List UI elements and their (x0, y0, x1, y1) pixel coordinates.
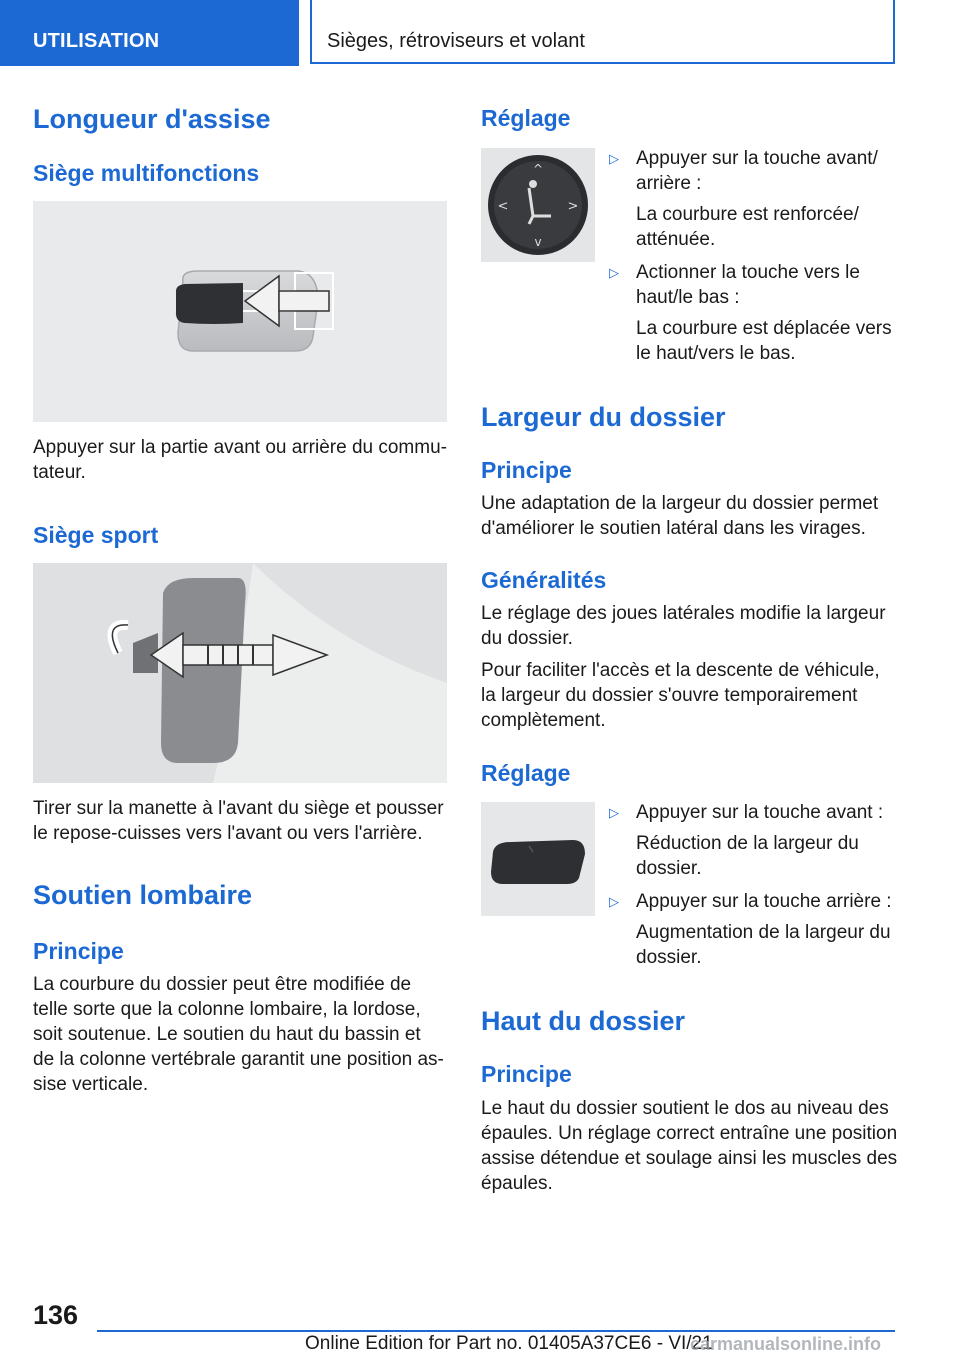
bullet-result: La courbure est déplacée vers (636, 318, 892, 339)
footer-edition: Online Edition for Part no. 01405A37CE6 - VI/21 (305, 1333, 713, 1354)
bullet-result: atténuée. (636, 229, 716, 250)
multifunction-seat-switch-image (33, 201, 447, 422)
generalites-text-line1: Le réglage des joues latérales modifie la largeur (481, 603, 886, 624)
heading-principe-haut: Principe (481, 1061, 572, 1087)
width-control-image (481, 802, 595, 916)
svg-text:<: < (497, 199, 509, 214)
heading-principe-lombaire: Principe (33, 938, 124, 964)
largeur-text-line2: d'améliorer le soutien latéral dans les virages. (481, 518, 866, 539)
bullet-lumbar-up-down (609, 260, 899, 370)
haut-text-line3: assise détendue et soulage ainsi les muscles des (481, 1148, 898, 1169)
triangle-bullet-icon: ▷ (609, 805, 619, 820)
bullet-lumbar-front-back (609, 146, 899, 256)
section-title: UTILISATION (33, 30, 160, 52)
bullet-result: dossier. (636, 947, 702, 968)
width-switch-illustration (481, 802, 595, 916)
multifunction-text-line2: tateur. (33, 462, 86, 483)
chapter-header (310, 0, 895, 64)
bullet-text: arrière : (636, 173, 702, 194)
triangle-bullet-icon: ▷ (609, 894, 619, 909)
heading-soutien-lombaire: Soutien lombaire (33, 880, 253, 910)
bullet-width-front (609, 800, 899, 885)
bullet-result: Réduction de la largeur du (636, 833, 859, 854)
largeur-text-line1: Une adaptation de la largeur du dossier permet (481, 493, 879, 514)
bullet-result: Augmentation de la largeur du (636, 922, 891, 943)
haut-text-line1: Le haut du dossier soutient le dos au niveau des (481, 1098, 889, 1119)
heading-reglage-largeur: Réglage (481, 760, 571, 786)
seat-switch-illustration (33, 201, 447, 422)
svg-text:^: ^ (532, 162, 544, 176)
bullet-text: Actionner la touche vers le (636, 262, 860, 283)
heading-longueur-assise: Longueur d'assise (33, 104, 271, 134)
heading-largeur-dossier: Largeur du dossier (481, 402, 726, 432)
generalites-text-line4: la largeur du dossier s'ouvre temporairement (481, 685, 858, 706)
bullet-result: le haut/vers le bas. (636, 343, 796, 364)
bullet-width-back (609, 889, 899, 974)
triangle-bullet-icon: ▷ (609, 265, 619, 280)
generalites-text-line5: complètement. (481, 710, 606, 731)
sport-seat-illustration (33, 563, 447, 783)
multifunction-text-line1: Appuyer sur la partie avant ou arrière du commu- (33, 437, 447, 458)
sport-text-line2: le repose-cuisses vers l'avant ou vers l'arrière. (33, 823, 423, 844)
page-number: 136 (33, 1300, 79, 1330)
generalites-text-line3: Pour faciliter l'accès et la descente de véhicule, (481, 660, 880, 681)
heading-siege-multifonctions: Siège multifonctions (33, 160, 260, 186)
svg-text:v: v (534, 235, 542, 249)
lombaire-text-line4: de la colonne vertébrale garantit une position as- (33, 1049, 444, 1070)
heading-haut-dossier: Haut du dossier (481, 1006, 686, 1036)
haut-text-line4: épaules. (481, 1173, 553, 1194)
lumbar-switch-illustration (481, 148, 595, 262)
footer-divider (97, 1330, 895, 1332)
bullet-text: haut/le bas : (636, 287, 740, 308)
haut-text-line2: épaules. Un réglage correct entraîne une position (481, 1123, 898, 1144)
sport-seat-thigh-support-image (33, 563, 447, 783)
lombaire-text-line5: sise verticale. (33, 1074, 149, 1095)
heading-principe-largeur: Principe (481, 457, 572, 483)
generalites-text-line2: du dossier. (481, 628, 573, 649)
heading-siege-sport: Siège sport (33, 522, 159, 548)
sport-text-line1: Tirer sur la manette à l'avant du siège et pousser (33, 798, 444, 819)
lumbar-control-image (481, 148, 595, 262)
section-tab (0, 0, 299, 66)
svg-text:>: > (567, 199, 579, 214)
lombaire-text-line2: telle sorte que la colonne lombaire, la lordose, (33, 999, 421, 1020)
bullet-text: Appuyer sur la touche arrière : (636, 891, 892, 912)
triangle-bullet-icon: ▷ (609, 151, 619, 166)
heading-reglage-lombaire: Réglage (481, 105, 571, 131)
lombaire-text-line1: La courbure du dossier peut être modifiée de (33, 974, 412, 995)
bullet-text: Appuyer sur la touche avant : (636, 802, 884, 823)
watermark: carmanualsonline.info (690, 1334, 882, 1354)
bullet-text: Appuyer sur la touche avant/ (636, 148, 878, 169)
bullet-result: La courbure est renforcée/ (636, 204, 859, 225)
heading-generalites: Généralités (481, 567, 607, 593)
lombaire-text-line3: soit soutenue. Le soutien du haut du bassin et (33, 1024, 421, 1045)
bullet-result: dossier. (636, 858, 702, 879)
chapter-title: Sièges, rétroviseurs et volant (327, 30, 585, 52)
